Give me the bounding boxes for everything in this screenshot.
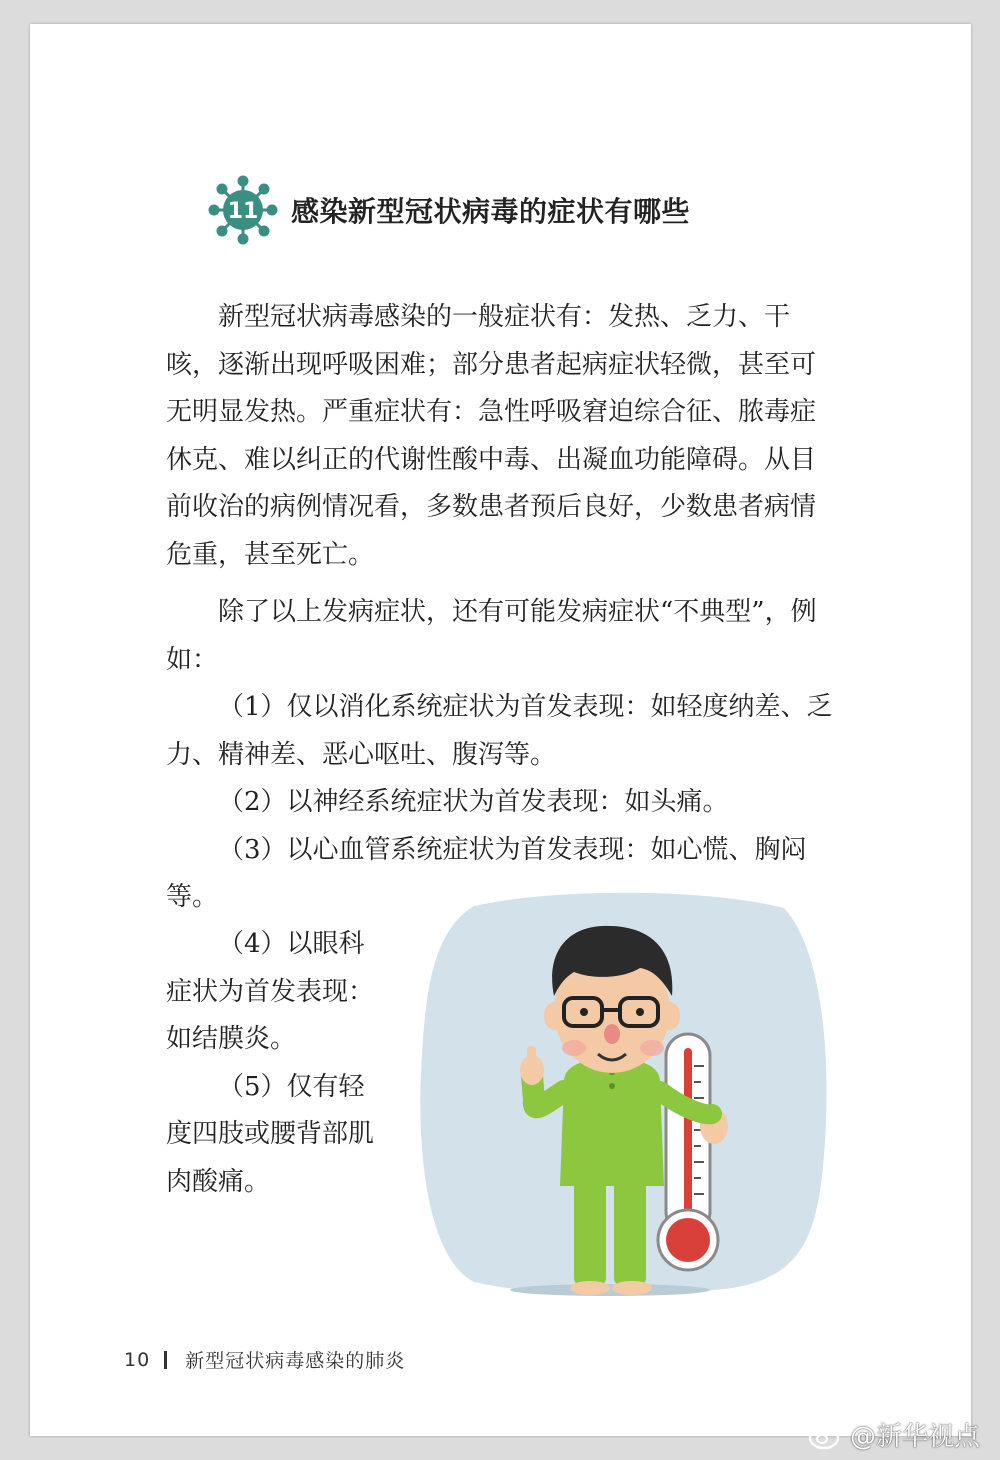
watermark (808, 1416, 980, 1453)
page-number: 10 (124, 1348, 151, 1371)
paragraph-text: 新型冠状病毒感染的一般症状有：发热、乏力、干咳，逐渐出现呼吸困难；部分患者起病症状轻微，甚至可无明显发热。严重症状有：急性呼吸窘迫综合征、脓毒症休克、难以纠正的代谢性酸中毒、出凝血功能障碍。从目前收治的病例情况看，多数患者预后良好，少数患者病情危重，甚至死亡。 (166, 302, 817, 570)
shirt (560, 1058, 664, 1186)
left-foot (570, 1281, 610, 1295)
right-leg (614, 1176, 646, 1286)
paragraph-text: 除了以上发病症状，还有可能发病症状“不典型”，例如： (166, 597, 817, 675)
watermark-text: @新华视点 (850, 1422, 981, 1452)
section-title: 感染新型冠状病毒的症状有哪些 (291, 195, 691, 228)
section-heading (208, 175, 690, 245)
fever-illustration (414, 886, 834, 1298)
list-item: （2）以神经系统症状为首发表现：如头痛。 (218, 787, 729, 817)
left-leg (574, 1176, 606, 1286)
list-item: （1）仅以消化系统症状为首发表现：如轻度纳差、乏力、精神差、恶心呕吐、腹泻等。 (166, 692, 833, 770)
section-number: 11 (227, 199, 259, 224)
footer-divider (164, 1351, 167, 1369)
chapter-title: 新型冠状病毒感染的肺炎 (185, 1350, 406, 1372)
right-foot (612, 1281, 652, 1295)
virus-badge-icon (208, 175, 278, 245)
red-nose (604, 1024, 620, 1044)
paragraph-atypical-intro (166, 589, 841, 684)
page-footer (124, 1346, 405, 1373)
list-item: （3）以心血管系统症状为首发表现：如心慌、胸闷等。 (166, 834, 807, 912)
shadow (510, 1284, 710, 1296)
list-item: （4）以眼科症状为首发表现：如结膜炎。 (166, 929, 375, 1054)
document-page (30, 24, 971, 1436)
atypical-symptom-list-continued (166, 921, 384, 1206)
paragraph-general-symptoms (166, 294, 841, 579)
list-item: （5）仅有轻度四肢或腰背部肌肉酸痛。 (166, 1071, 375, 1197)
weibo-logo-icon (808, 1420, 846, 1450)
